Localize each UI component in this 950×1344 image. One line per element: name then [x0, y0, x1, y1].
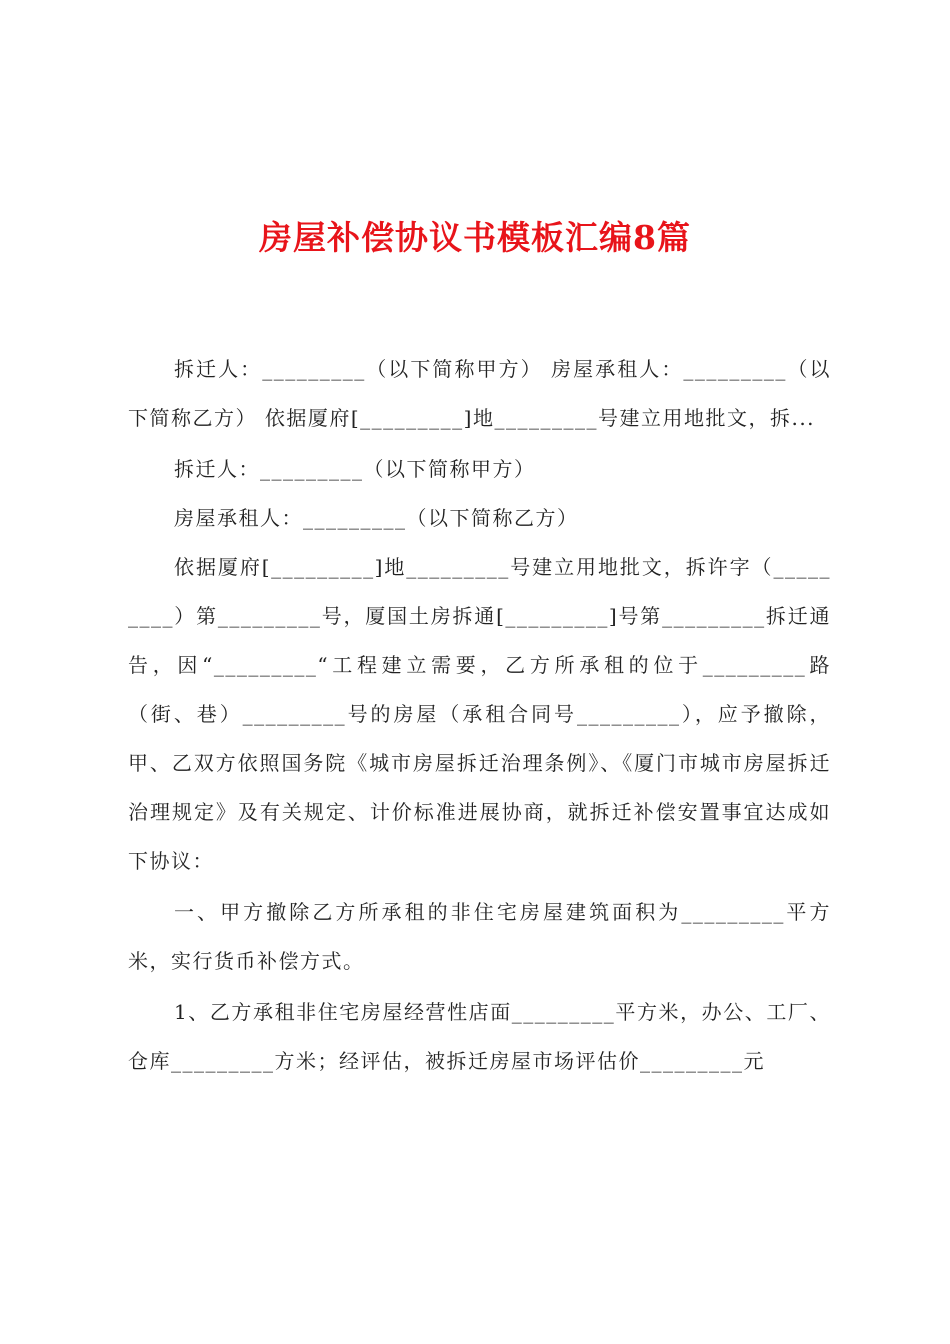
- basis-paragraph: 依据厦府[_________]地_________号建立用地批文，拆许字（_________）第_________号，厦国土房拆通[_________]号第_________拆迁通告，因“_________“工程建立需要，乙方所承租的位于_________路（街、巷）_________号的房屋（承租合同号_________），应予撤除，甲、乙双方依照国务院《城市房屋拆迁治理条例》、《厦门市城市房屋拆迁治理规定》及有关规定、计价标准进展协商，就拆迁补偿安置事宜达成如下协议：: [128, 555, 831, 873]
- intro-paragraph: 拆迁人：_________（以下简称甲方） 房屋承租人：_________（以下简称乙方） 依据厦府[_________]地_________号建立用地批文，拆...: [128, 357, 831, 430]
- demolisher-paragraph: 拆迁人：_________（以下简称甲方）: [174, 457, 536, 481]
- clause-one-paragraph: 一、甲方撤除乙方所承租的非住宅房屋建筑面积为_________平方米，实行货币补偿方式。: [128, 900, 831, 973]
- document-title: 房屋补偿协议书模板汇编8篇: [259, 218, 691, 257]
- clause-one-item-1-paragraph: 1、乙方承租非住宅房屋经营性店面_________平方米，办公、工厂、仓库_________方米；经评估，被拆迁房屋市场评估价_________元: [128, 1000, 831, 1073]
- document-body: [128, 345, 831, 1086]
- tenant-paragraph: 房屋承租人：_________（以下简称乙方）: [174, 506, 579, 530]
